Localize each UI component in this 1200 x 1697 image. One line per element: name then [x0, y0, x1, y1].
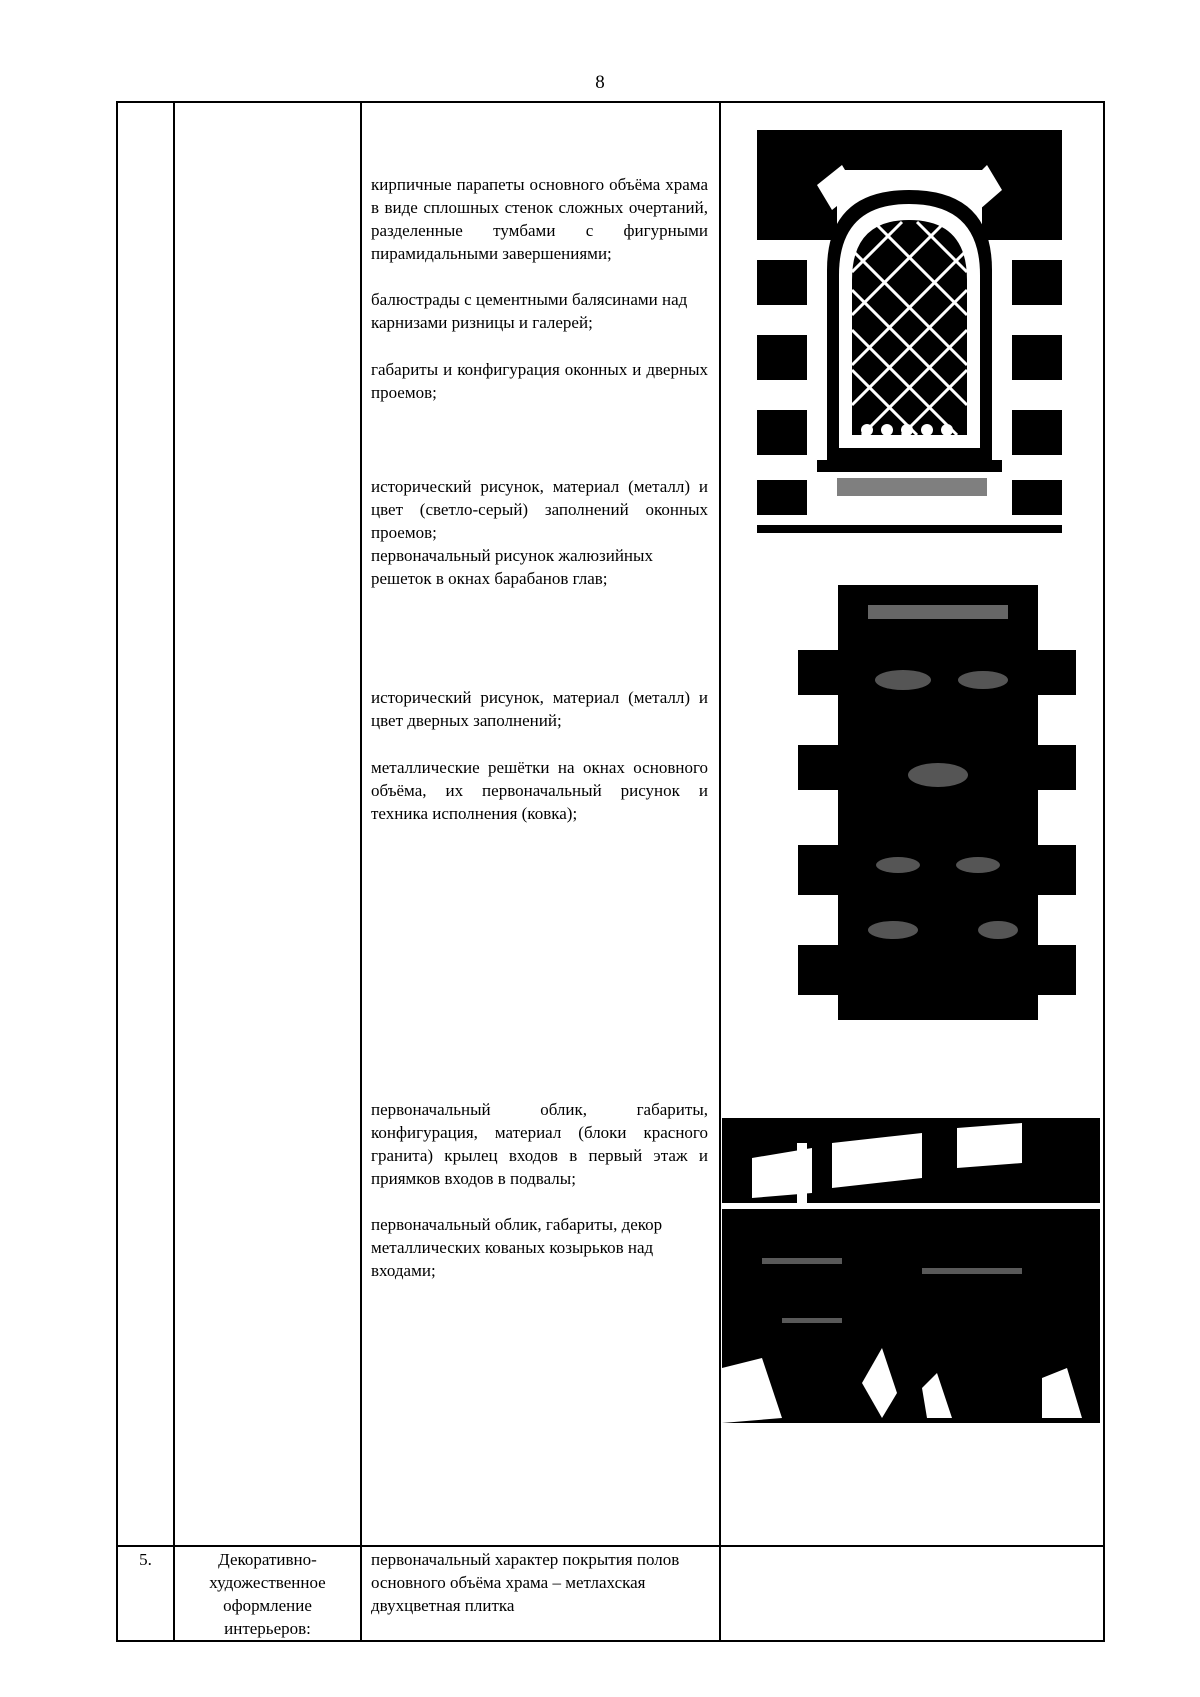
- table-bottom-border: [116, 1640, 1105, 1642]
- ornamental-door-photo: [798, 585, 1076, 1020]
- paragraph-canopies: первоначальный облик, габариты, декор металлических кованых козырьков над входами;: [371, 1215, 663, 1280]
- row5-description: первоначальный характер покрытия полов основного объёма храма – метлахская двухцветная плитка: [371, 1550, 680, 1615]
- paragraph-door-fillings: исторический рисунок, материал (металл) и цвет дверных заполнений;: [371, 688, 708, 730]
- page-number: 8: [595, 72, 605, 93]
- entrance-canopy-photo: [722, 1118, 1100, 1423]
- column-border-1: [116, 101, 118, 1642]
- row-divider: [116, 1545, 1105, 1547]
- paragraph-parapets: кирпичные парапеты основного объёма храма в виде сплошных стенок сложных очертаний, разделенные тумбами с фигурными пирамидальными завершениями;: [371, 175, 708, 263]
- column-border-4: [719, 101, 721, 1642]
- row5-category: Декоративно-художественное оформление интерьеров:: [209, 1550, 326, 1638]
- column-border-5: [1103, 101, 1105, 1642]
- paragraph-louvre-grilles: первоначальный рисунок жалюзийных решеток в окнах барабанов глав;: [371, 546, 653, 588]
- row5-number: 5.: [139, 1550, 152, 1569]
- arched-window-grille-photo: [757, 130, 1062, 535]
- paragraph-balustrades: балюстрады с цементными балясинами над карнизами ризницы и галерей;: [371, 290, 688, 332]
- column-border-3: [360, 101, 362, 1642]
- paragraph-window-grilles: металлические решётки на окнах основного объёма, их первоначальный рисунок и техника исполнения (ковка);: [371, 758, 708, 823]
- table-top-border: [116, 101, 1105, 103]
- column-border-2: [173, 101, 175, 1642]
- paragraph-porches: первоначальный облик, габариты, конфигурация, материал (блоки красного гранита) крылец входов в первый этаж и приямков входов в подвалы;: [371, 1100, 708, 1188]
- paragraph-window-fillings: исторический рисунок, материал (металл) и цвет (светло-серый) заполнений оконных проемов;: [371, 477, 708, 542]
- paragraph-openings: габариты и конфигурация оконных и дверных проемов;: [371, 360, 708, 402]
